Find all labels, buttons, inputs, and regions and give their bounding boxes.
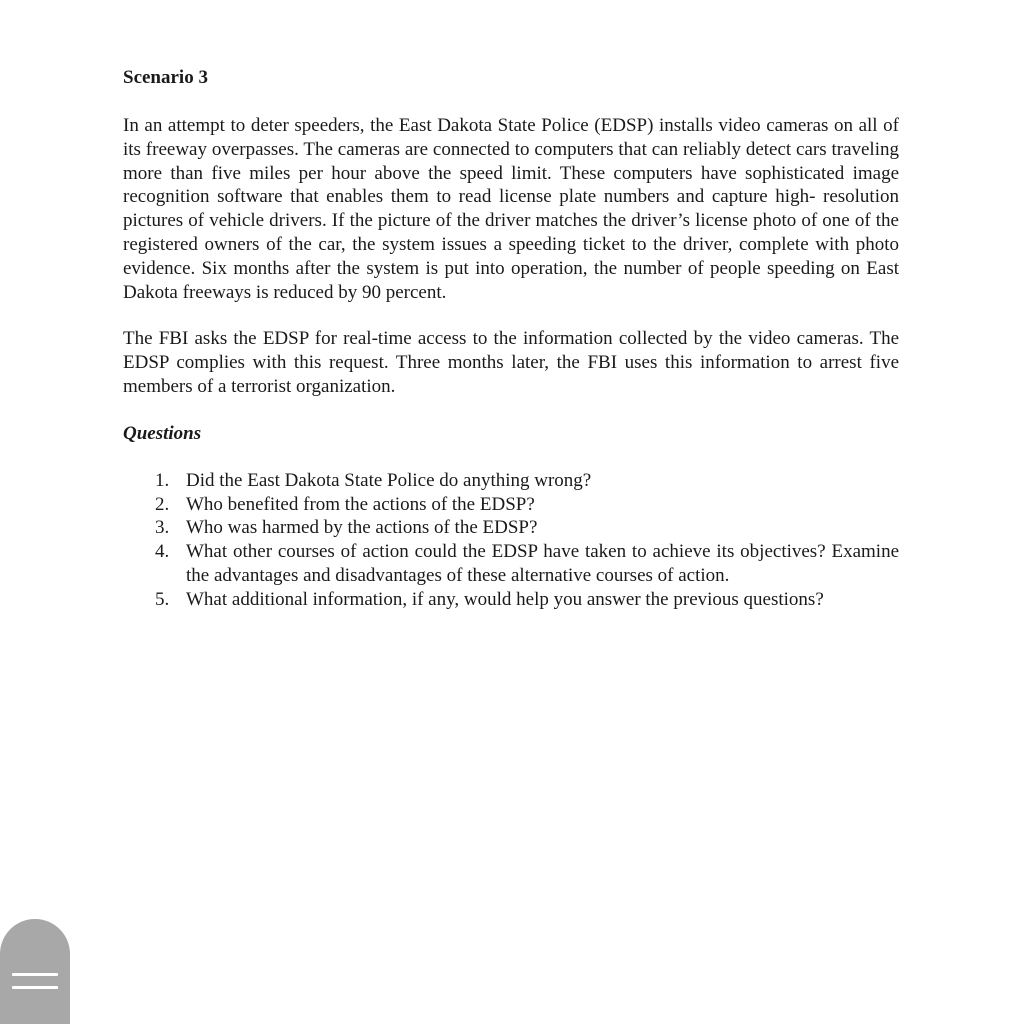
question-item <box>155 516 899 540</box>
questions-list <box>123 469 899 612</box>
scenario-paragraph-2: The FBI asks the EDSP for real-time access to the information collected by the video cameras. The EDSP complies with this request. Three months later, the FBI uses this information to arrest five members of a terrorist organization. <box>123 328 899 397</box>
question-item <box>155 588 899 612</box>
side-menu-handle[interactable] <box>0 919 70 1024</box>
scenario-title: Scenario 3 <box>123 67 208 88</box>
question-text: What additional information, if any, would help you answer the previous questions? <box>186 588 824 610</box>
question-item <box>155 493 899 517</box>
question-number: 2. <box>155 493 170 515</box>
question-text: Who was harmed by the actions of the EDSP? <box>186 517 538 539</box>
question-item <box>155 540 899 588</box>
question-text: Did the East Dakota State Police do anything wrong? <box>186 469 592 491</box>
question-number: 1. <box>155 469 170 491</box>
question-number: 3. <box>155 517 170 539</box>
questions-heading: Questions <box>123 422 202 444</box>
question-item <box>155 469 899 493</box>
question-text: What other courses of action could the EDSP have taken to achieve its objectives? Examine the advantages and disadvantages of these alternative courses of action. <box>186 541 899 586</box>
question-number: 4. <box>155 541 170 563</box>
question-text: Who benefited from the actions of the EDSP? <box>186 493 535 515</box>
scenario-paragraph-1: In an attempt to deter speeders, the East Dakota State Police (EDSP) installs video cameras on all of its freeway overpasses. The cameras are connected to computers that can reliably detect cars traveling more than five miles per hour above the speed limit. These computers have sophisticated image recognition software that enables them to read license plate numbers and capture high- resolution pictures of vehicle drivers. If the picture of the driver matches the driver’s license photo of one of the registered owners of the car, the system issues a speeding ticket to the driver, complete with photo evidence. Six months after the system is put into operation, the number of people speeding on East Dakota freeways is reduced by 90 percent. <box>123 115 899 303</box>
question-number: 5. <box>155 588 170 610</box>
document-page <box>123 66 899 612</box>
